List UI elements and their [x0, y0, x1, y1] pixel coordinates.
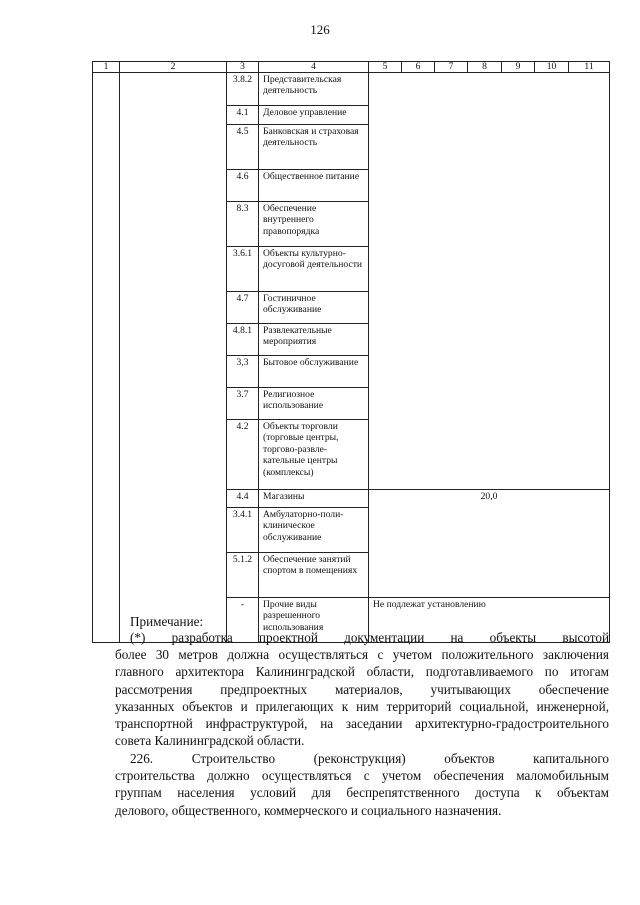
row-code: 4.2	[227, 420, 259, 490]
note-line: совета Калининградской области.	[115, 733, 305, 749]
col2-merged-cell	[120, 73, 227, 643]
note-title: Примечание:	[130, 614, 204, 629]
header-cell: 10	[535, 62, 569, 73]
header-cell: 4	[259, 62, 369, 73]
row-name: Объекты культурно-досуговой деятельности	[259, 247, 369, 292]
header-cell: 5	[369, 62, 402, 73]
clause-226-paragraph	[115, 750, 609, 819]
row-name: Религиозное использование	[259, 388, 369, 420]
header-cell: 11	[569, 62, 610, 73]
row-name: Деловое управление	[259, 106, 369, 125]
note-line: главного архитектора Калининградской области, подготавливаемого по итогам	[115, 664, 609, 680]
row-name: Магазины	[259, 490, 369, 508]
row-name: Представительская деятельность	[259, 73, 369, 106]
note-line: рассмотрения предпроектных материалов, учитывающих обеспечение	[115, 681, 609, 697]
row-name: Общественное питание	[259, 170, 369, 202]
table-header-row	[93, 62, 610, 73]
col1-merged-cell	[93, 73, 120, 643]
page-number: 126	[310, 22, 330, 37]
not-subject-cell: Не подлежат установлению	[369, 598, 610, 643]
row-name: Обеспечение внутреннего правопорядка	[259, 202, 369, 247]
clause-line: строительства должно осуществляться с учетом обеспечения маломобильным	[115, 768, 609, 784]
header-cell: 2	[120, 62, 227, 73]
header-cell: 1	[93, 62, 120, 73]
row-code: 4.4	[227, 490, 259, 508]
row-name: Гостиничное обслуживание	[259, 292, 369, 324]
header-cell: 3	[227, 62, 259, 73]
regulations-table	[92, 61, 610, 643]
row-name: Банковская и страховая деятельность	[259, 125, 369, 170]
header-cell: 6	[402, 62, 435, 73]
note-line: более 30 метров должна осуществляться с учетом положительного заключения	[115, 647, 609, 663]
row-name: Объекты торговли (торговые центры, торгово-развле-кательные центры (комплексы)	[259, 420, 369, 490]
row-code: 3,3	[227, 356, 259, 388]
row-name: Бытовое обслуживание	[259, 356, 369, 388]
note-line: транспортной инфраструктурой, на заседании архитектурно-градостроительного	[115, 716, 609, 732]
row-name: Амбулаторно-поли-клиническое обслуживание	[259, 508, 369, 553]
row-code: 4.8.1	[227, 324, 259, 356]
note-paragraph	[115, 629, 609, 749]
header-cell: 9	[502, 62, 535, 73]
row-code: 5.1.2	[227, 553, 259, 598]
row-code: 3.8.2	[227, 73, 259, 106]
row-code: 3.6.1	[227, 247, 259, 292]
row-code: 4.1	[227, 106, 259, 125]
row-code: 4.7	[227, 292, 259, 324]
clause-line: 226. Строительство (реконструкция) объектов капитального	[130, 751, 609, 766]
header-cell: 7	[435, 62, 468, 73]
value-cell: 20,0	[369, 490, 610, 598]
row-code: -	[227, 598, 259, 643]
row-code: 4.5	[227, 125, 259, 170]
row-name: Развлекательные мероприятия	[259, 324, 369, 356]
header-cell: 8	[468, 62, 502, 73]
note-line: указанных объектов и прилегающих к ним территорий социальной, инженерной,	[115, 698, 609, 714]
note-line: (*) разработка проектной документации на объекты высотой	[130, 630, 609, 645]
row-code: 3.7	[227, 388, 259, 420]
row-name: Прочие виды разрешенного использования	[259, 598, 369, 643]
row-name: Обеспечение занятий спортом в помещениях	[259, 553, 369, 598]
row-code: 8.3	[227, 202, 259, 247]
row-code: 4.6	[227, 170, 259, 202]
clause-line: группам населения условий для беспрепятственного доступа к объектам	[115, 785, 609, 801]
row-code: 3.4.1	[227, 508, 259, 553]
values-merged-cell-top	[369, 73, 610, 490]
table-row	[93, 73, 610, 106]
clause-line: делового, общественного, коммерческого и социального назначения.	[115, 802, 502, 818]
